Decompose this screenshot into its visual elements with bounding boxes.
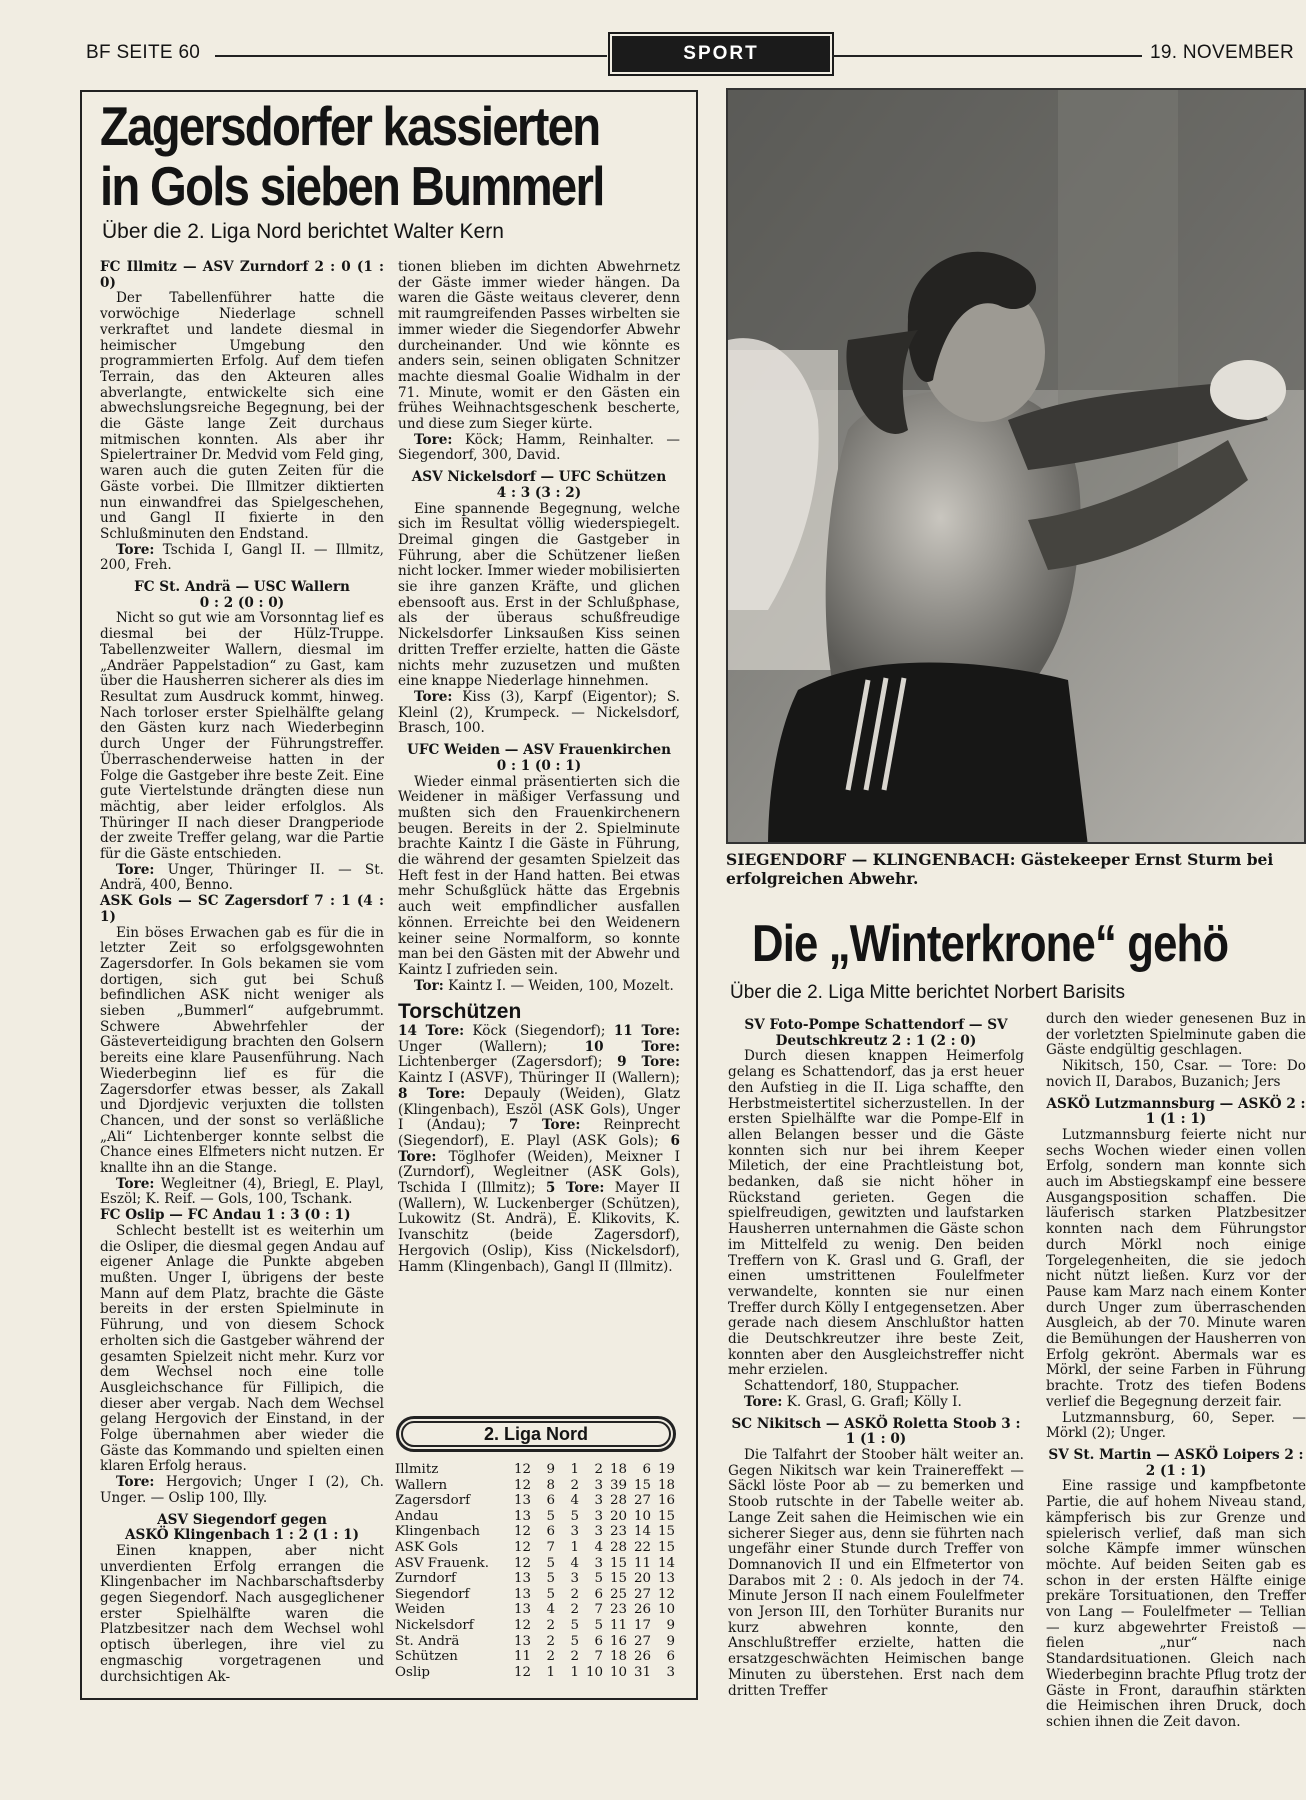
stat-cell: 6	[546, 1524, 555, 1540]
team-name: ASK Gols	[395, 1539, 459, 1555]
stat-cell: 23	[609, 1524, 627, 1540]
stat-cell: 4	[570, 1493, 579, 1509]
report-paragraph: Eine rassige und kampfbetonte Partie, die auf hohem Niveau stand, kämpferisch bis zur Grenze und spielerisch verlief, daß man sich solche Kämpfe immer wünschen möchte. Auf beiden Seiten gab es schon in der ersten Hälfte einige prekäre Torsituationen, den Treffer von Lang — Foulelfmeter — Tellian — kurz abgewehrter Freistoß — fielen „nur“ nach Standardsituationen. Gleich nach Wiederbeginn brachte Pflug trotz der Gäste in Front, daraufhin stärkten die Heimischen ihren Druck, doch schien ihnen die Zeit davon.	[1046, 1478, 1306, 1730]
table-row	[395, 1634, 675, 1650]
stat-cell: 27	[633, 1493, 651, 1509]
stat-cell: 2	[570, 1602, 579, 1618]
table-row	[395, 1556, 675, 1572]
header-rule-right	[832, 55, 1142, 57]
issue-date: 19. NOVEMBER	[1150, 42, 1295, 63]
stat-cell: 1	[570, 1539, 579, 1555]
match-heading: SC Nikitsch — ASKÖ Roletta Stoob 3 : 1 (1 : 0)	[731, 1415, 1021, 1448]
goalkeeper-photo	[728, 90, 1306, 844]
report-paragraph: Lutzmannsburg feierte nicht nur sechs Wochen wieder einen vollen Erfolg, sondern man konnte sich auch im Abstiegskampf eine bessere Ausgangsposition schaffen. Die läuferisch starken Platzbesitzer konnten nach dem Führungstor durch Mörkl noch einige Torgelegenheiten, die sie jedoch nicht nützt ließen. Kurz vor der Pause kam Marz nach einem Konter durch Unger zum überraschenden Ausgleich, ab der 70. Minute waren die Bemühungen der Hausherren von Erfolg gekrönt. Abermals war es Mörkl, der seine Farben in Führung brachte. Trotz des tiefen Bodens verlief die Begegnung derzeit fair.	[1046, 1126, 1306, 1410]
team-name: Zurndorf	[395, 1571, 456, 1587]
stat-cell: 9	[666, 1617, 675, 1633]
stat-cell: 5	[546, 1571, 555, 1587]
team-name: St. Andrä	[395, 1633, 460, 1649]
stat-cell: 2	[594, 1462, 603, 1477]
stat-cell: 18	[609, 1462, 627, 1477]
stat-cell: 15	[657, 1539, 675, 1555]
report-paragraph: Schlecht bestellt ist es weiterhin um die Osliper, die diesmal gegen Andau auf eigener Anlage die Punkte abgeben mußten. Unger I, übrigens der beste Mann auf dem Platz, brachte die Gäste bereits in der ersten Spielminute in Führung, und von diesem Schock erholten sich die Gastgeber während der gesamten Spielzeit nicht mehr. Kurz vor dem Wechsel noch eine tolle Ausgleichschance für Fillipich, die dieser aber vergab. Nach dem Wechsel gelang Hergovich der Einstand, in der Folge übernahmen aber wieder die Gäste das Kommando und spielten einen klaren Erfolg heraus.	[100, 1222, 384, 1475]
torschuetzen-text: 14 Tore: Köck (Siegendorf); 11 Tore: Unger (Wallern); 10 Tore: Lichtenberger (Zagersdorf); 9 Tore: Kaintz I (ASVF), Thüringer II (Wallern); 8 Tore: Depauly (Weiden), Glatz (Klingenbach), Eszöl (ASK Gols), Unger I (Andau); 7 Tore: Reinprecht (Siegendorf), E. Playl (ASK Gols); 6 Tore: Töglhofer (Weiden), Meixner I (Zurndorf), Wegleitner (ASK Gols), Tschida I (Illmitz); 5 Tore: Mayer II (Wallern), W. Luckenberger (Schützen), Lukowitz (St. Andrä), E. Klikovits, K. Ivanschitz (beide Zagersdorf), Hergovich (Oslip), Kiss (Nickelsdorf), Hamm (Klingenbach), Gangl II (Illmitz).	[398, 1023, 680, 1275]
stat-cell: 12	[657, 1586, 675, 1602]
stat-cell: 3	[570, 1524, 579, 1540]
stat-cell: 20	[609, 1508, 627, 1524]
goals-line: Tor: Kaintz I. — Weiden, 100, Mozelt.	[414, 977, 674, 994]
goals-line: Tore: Unger, Thüringer II. — St. Andrä, 400, Benno.	[100, 861, 384, 894]
match-heading: ASV Siegendorf gegen	[157, 1511, 327, 1528]
article2-byline: Über die 2. Liga Mitte berichtet Norbert Barisits	[730, 982, 1125, 1003]
stat-cell: 15	[657, 1524, 675, 1540]
stat-cell: 6	[642, 1462, 651, 1477]
team-name: Nickelsdorf	[395, 1617, 474, 1633]
stat-cell: 16	[609, 1633, 627, 1649]
stat-cell: 6	[546, 1493, 555, 1509]
stat-cell: 18	[609, 1649, 627, 1665]
goals-line: Tore: Wegleitner (4), Briegl, E. Playl, Eszöl; K. Reif. — Gols, 100, Tschank.	[100, 1175, 384, 1208]
stat-cell: 4	[546, 1602, 555, 1618]
stat-cell: 2	[546, 1633, 555, 1649]
standings-table	[395, 1462, 675, 1680]
stat-cell: 27	[633, 1586, 651, 1602]
stat-cell: 9	[666, 1633, 675, 1649]
report-paragraph: Der Tabellenführer hatte die vorwöchige Niederlage schnell verkraftet und landete diesmal in heimischer Umgebung den programmierten Erfolg. Auf dem tiefen Terrain, das den Akteuren alles abverlangte, entwickelte sich eine abwechslungsreiche Begegnung, bei der die Gäste lange Zeit durchaus mitmischen konnten. Als aber ihr Spielertrainer Dr. Medvid vom Feld ging, waren auch die guten Zeiten für die Gäste vorbei. Die Illmitzer diktierten nun einwandfrei das Spielgeschehen, und Gangl II fixierte in den Schlußminuten den Endstand.	[100, 290, 384, 542]
stat-cell: 15	[633, 1477, 651, 1493]
torschuetzen-title: Torschützen	[398, 1000, 522, 1024]
stat-cell: 31	[633, 1664, 651, 1680]
stat-cell: 18	[657, 1477, 675, 1493]
article-column-2	[398, 260, 680, 1275]
stat-cell: 12	[513, 1555, 531, 1571]
stat-cell: 23	[609, 1602, 627, 1618]
stat-cell: 7	[594, 1602, 603, 1618]
stat-cell: 2	[570, 1477, 579, 1493]
table-row	[395, 1618, 675, 1634]
article2-column-1	[728, 1012, 1024, 1792]
team-name: Zagersdorf	[395, 1493, 471, 1509]
stat-cell: 7	[594, 1649, 603, 1665]
article-headline	[100, 95, 604, 217]
stat-cell: 9	[546, 1462, 555, 1477]
stat-cell: 19	[657, 1462, 675, 1477]
stat-cell: 3	[594, 1555, 603, 1571]
stat-cell: 22	[633, 1539, 651, 1555]
stat-cell: 10	[657, 1602, 675, 1618]
report-paragraph: Durch diesen knappen Heimerfolg gelang es Schattendorf, das ja erst heuer den Aufstieg in die II. Liga schaffte, den Herbstmeistertitel sicherzustellen. In der ersten Spielhälfte war die Pompe-Elf in allen Belangen besser und die Gäste konnten sich nur bei ihrem Keeper Miletich, der eine Prachtleistung bot, bedanken, daß sie nicht höher in Rückstand gerieten. Gegen die spielfreudigen, gewitzten und laufstarken Hausherren unternahmen die Gäste schon im Mittelfeld zu wenig. Den beiden Treffern von K. Grasl und G. Grafl, der einen umstrittenen Foulelfmeter verwandelte, konnten sie nur einen Treffer durch Kölly I entgegensetzen. Aber gerade nach diesem Anschlußtor hatten die Deutschkreutzer ihre beste Zeit, konnten aber den Ausgleichstreffer nicht mehr erzielen.	[728, 1048, 1024, 1379]
stat-cell: 3	[594, 1508, 603, 1524]
article-column-2-reports	[398, 260, 680, 994]
stat-cell: 10	[585, 1664, 603, 1680]
headline-line-2: in Gols sieben Bummerl	[100, 155, 604, 217]
match-heading: ASK Gols — SC Zagersdorf 7 : 1 (4 : 1)	[100, 893, 384, 925]
match-heading: FC Illmitz — ASV Zurndorf 2 : 0 (1 : 0)	[100, 259, 384, 291]
stat-cell: 2	[546, 1617, 555, 1633]
stat-cell: 5	[570, 1508, 579, 1524]
table-row	[395, 1524, 675, 1540]
match-heading: ASV Nickelsdorf — UFC Schützen	[411, 469, 667, 486]
table-row	[395, 1587, 675, 1603]
match-heading: FC Oslip — FC Andau 1 : 3 (0 : 1)	[100, 1207, 351, 1224]
report-paragraph: Lutzmannsburg, 60, Seper. — Mörkl (2); Unger.	[1046, 1409, 1306, 1442]
stat-cell: 5	[594, 1571, 603, 1587]
match-result: 0 : 1 (0 : 1)	[496, 757, 582, 774]
team-name: Illmitz	[395, 1462, 439, 1477]
stat-cell: 39	[609, 1477, 627, 1493]
article2-column-2	[1046, 1012, 1306, 1792]
headline-line-1: Zagersdorfer kassierten	[100, 95, 600, 157]
stat-cell: 12	[513, 1664, 531, 1680]
article-byline: Über die 2. Liga Nord berichtet Walter Kern	[102, 220, 504, 243]
stat-cell: 3	[570, 1571, 579, 1587]
stat-cell: 5	[546, 1586, 555, 1602]
report-paragraph: Eine spannende Begegnung, welche sich im Resultat völlig wiederspiegelt. Dreimal gingen die Gastgeber in Führung, aber die Schützener ließen nicht locker. Immer wieder mobilisierten sie ihre ganzen Kräfte, und glichen ebensooft aus. Erst in der Schlußphase, als der überaus schußfreudige Nickelsdorfer Linksaußen Kiss seinen dritten Treffer erzielte, hatten die Gäste nichts mehr zuzusetzen und mußten eine knappe Niederlage hinnehmen.	[398, 500, 680, 690]
stat-cell: 27	[633, 1633, 651, 1649]
stat-cell: 15	[609, 1555, 627, 1571]
stat-cell: 5	[546, 1508, 555, 1524]
stat-cell: 13	[657, 1571, 675, 1587]
stat-cell: 16	[657, 1493, 675, 1509]
report-paragraph: Nicht so gut wie am Vorsonntag lief es diesmal bei der Hülz-Truppe. Tabellenzweiter Wallern, diesmal im „Andräer Pappelstadion“ zu Gast, kam über die Hausherren sicherer als dies im Resultat zum Ausdruck kommt, hinweg. Nach torloser erster Spielhälfte gelang den Gästen kurz nach Wiederbeginn durch Unger der Führungstreffer. Überraschenderweise hatten in der Folge die Gastgeber ihre beste Zeit. Eine gute Viertelstunde drängten diese nun mächtig, aber leider erfolglos. Als Thüringer II nach dieser Drangperiode der zweite Treffer gelang, war die Partie für die Gäste entschieden.	[100, 610, 384, 863]
stat-cell: 13	[513, 1571, 531, 1587]
table-row	[395, 1602, 675, 1618]
stat-cell: 5	[570, 1633, 579, 1649]
stat-cell: 2	[570, 1586, 579, 1602]
report-paragraph: Die Talfahrt der Stoober hält weiter an. Gegen Nikitsch war kein Trainereffekt — Säckl löste Poor ab — zu bemerken und Stoob rutschte in der Tabelle weiter ab. Lange Zeit sahen die Heimischen wie ein sicherer Sieger aus, denn sie führten nach ungefähr einer Stunde durch Treffer von Domnanovich II und ein Elfmetertor von Darabos mit 2 : 0. Als jedoch in der 74. Minute Jerson II nach einem Foulelfmeter von Jerson III, den Torhüter Buranits nur kurz abwehren konnte, den Anschlußtreffer erzielte, hatten die ersatzgeschwächten Heimischen bange Minuten zu überstehen. Erst nach dem dritten Treffer	[728, 1446, 1024, 1699]
table-row	[395, 1649, 675, 1665]
stat-cell: 10	[633, 1508, 651, 1524]
match-result: 0 : 2 (0 : 0)	[199, 594, 285, 611]
table-row	[395, 1478, 675, 1494]
stat-cell: 10	[609, 1664, 627, 1680]
report-paragraph: Wieder einmal präsentierten sich die Weidener in mäßiger Verfassung und mußten sich den Frauenkirchenern beugen. Bereits in der 2. Spielminute brachte Kaintz I die Gäste in Führung, die während der gesamten Spielzeit das Heft fest in der Hand hatten. Bei etwas mehr Schußglück hätte das Ergebnis auch weit empfindlicher ausfallen können. Erreichte bei den Weidenern keiner seine Normalform, so konnte man bei den Gästen mit der Abwehr und Kaintz I zufrieden sein.	[398, 773, 680, 978]
report-paragraph: tionen blieben im dichten Abwehrnetz der Gäste immer wieder hängen. Da waren die Gäste weitaus cleverer, denn mit raumgreifenden Passes wirbelten sie immer wieder die Siegendorfer Abwehr durcheinander. Und wie könnte es anders sein, seinen obligaten Schnitzer machte diesmal Goalie Widhalm in der 71. Minute, womit er den Gästen ein frühes Weihnachtsgeschenk bescherte, und diese zum Sieger kürte.	[398, 259, 680, 433]
stat-cell: 12	[513, 1524, 531, 1540]
stat-cell: 26	[633, 1602, 651, 1618]
stat-cell: 17	[633, 1617, 651, 1633]
table-row	[395, 1540, 675, 1556]
stat-cell: 13	[513, 1508, 531, 1524]
match-heading: FC St. Andrä — USC Wallern	[134, 579, 350, 596]
stat-cell: 11	[633, 1555, 651, 1571]
stat-cell: 12	[513, 1462, 531, 1477]
report-paragraph: Einen knappen, aber nicht unverdienten Erfolg errangen die Klingenbacher im Nachbarschaftsderby gegen Siegendorf. Nach ausgeglichener erster Spielhälfte waren die Platzbesitzer nach dem Wechsel wohl optisch überlegen, ihre viel zu engmaschig vorgetragenen und durchsichtigen Ak-	[100, 1542, 384, 1685]
stat-cell: 2	[570, 1649, 579, 1665]
match-result: 4 : 3 (3 : 2)	[496, 484, 582, 501]
stat-cell: 3	[666, 1664, 675, 1680]
team-name: Wallern	[395, 1477, 448, 1493]
stat-cell: 26	[633, 1649, 651, 1665]
goals-line: Tore: Kiss (3), Karpf (Eigentor); S. Kleinl (2), Krumpeck. — Nickelsdorf, Brasch, 100.	[398, 688, 680, 737]
stat-cell: 4	[594, 1539, 603, 1555]
stat-cell: 5	[594, 1617, 603, 1633]
team-name: Siegendorf	[395, 1586, 470, 1602]
stat-cell: 20	[633, 1571, 651, 1587]
stat-cell: 3	[594, 1524, 603, 1540]
match-heading: SV St. Martin — ASKÖ Loipers 2 : 2 (1 : 1)	[1048, 1446, 1304, 1479]
stat-cell: 13	[513, 1493, 531, 1509]
team-name: Weiden	[395, 1602, 445, 1618]
stat-cell: 1	[570, 1462, 579, 1477]
team-name: Andau	[395, 1508, 439, 1524]
article-column-1	[100, 260, 384, 1690]
stat-cell: 14	[657, 1555, 675, 1571]
team-name: Oslip	[395, 1664, 430, 1680]
report-paragraph: Nikitsch, 150, Csar. — Tore: Do novich II, Darabos, Buzanich; Jers	[1046, 1058, 1306, 1090]
goals-line: Tore: Hergovich; Unger I (2), Ch. Unger. — Oslip 100, Illy.	[100, 1474, 384, 1506]
stat-cell: 14	[633, 1524, 651, 1540]
report-paragraph: Schattendorf, 180, Stuppacher.	[744, 1378, 960, 1395]
goals-line: Tore: Tschida I, Gangl II. — Illmitz, 200, Freh.	[100, 541, 384, 574]
stat-cell: 7	[546, 1539, 555, 1555]
match-heading: ASKÖ Lutzmannsburg — ASKÖ 2 : 1 (1 : 1)	[1046, 1095, 1306, 1128]
stat-cell: 11	[513, 1649, 531, 1665]
stat-cell: 3	[594, 1493, 603, 1509]
stat-cell: 28	[609, 1539, 627, 1555]
page-number: BF SEITE 60	[86, 42, 201, 63]
table-row	[395, 1509, 675, 1525]
table-row	[395, 1493, 675, 1509]
section-label: SPORT	[612, 36, 830, 72]
stat-cell: 15	[609, 1571, 627, 1587]
match-heading: UFC Weiden — ASV Frauenkirchen	[406, 742, 671, 759]
stat-cell: 25	[609, 1586, 627, 1602]
stat-cell: 5	[570, 1617, 579, 1633]
stat-cell: 6	[666, 1649, 675, 1665]
torschuetzen-box	[398, 1000, 680, 1275]
stat-cell: 13	[513, 1586, 531, 1602]
stat-cell: 6	[594, 1633, 603, 1649]
team-name: Klingenbach	[395, 1524, 480, 1540]
stat-cell: 4	[570, 1555, 579, 1571]
report-paragraph: Ein böses Erwachen gab es für die in letzter Zeit so erfolgsgewohnten Zagersdorfer. In Gols bekamen sie vom dortigen, sich gut bei Schuß befindlichen ASK nicht weniger als sieben „Bummerl“ aufgebrummt. Schwere Abwehrfehler der Gästeverteidigung brachten den Golsern bereits eine klare Pausenführung. Nach Wiederbeginn lief es für die Zagersdorfer etwas besser, als Zakall und Djordjevic verjuxten die tollsten Chancen, und der sonst so verläßliche „Ali“ Lichtenberger konnte selbst die Chance eines Elfmeters nicht nutzen. Er knallte ihn an die Stange.	[100, 924, 384, 1177]
match-heading: SV Foto-Pompe Schattendorf — SV Deutschkreutz 2 : 1 (2 : 0)	[744, 1017, 1008, 1049]
stat-cell: 12	[513, 1539, 531, 1555]
stat-cell: 2	[546, 1649, 555, 1665]
goals-line: Tore: K. Grasl, G. Grafl; Kölly I.	[744, 1393, 962, 1410]
header-rule-left	[215, 55, 607, 57]
stat-cell: 1	[546, 1664, 555, 1680]
stat-cell: 13	[513, 1633, 531, 1649]
stat-cell: 5	[546, 1555, 555, 1571]
table-row	[395, 1462, 675, 1478]
stat-cell: 11	[609, 1617, 627, 1633]
table-row	[395, 1571, 675, 1587]
team-name: ASV Frauenk.	[395, 1555, 489, 1571]
report-paragraph: durch den wieder genesenen Buz in der vorletzten Spielminute gaben die Gäste endgültig geschlagen.	[1046, 1012, 1306, 1059]
team-name: Schützen	[395, 1649, 458, 1665]
table-title-badge: 2. Liga Nord	[396, 1416, 676, 1452]
stat-cell: 28	[609, 1493, 627, 1509]
stat-cell: 12	[513, 1477, 531, 1493]
stat-cell: 1	[570, 1664, 579, 1680]
stat-cell: 6	[594, 1586, 603, 1602]
stat-cell: 8	[546, 1477, 555, 1493]
stat-cell: 3	[594, 1477, 603, 1493]
match-photo	[726, 88, 1306, 844]
article2-headline: Die „Winterkrone“ gehö	[752, 915, 1229, 973]
goals-line: Tore: Köck; Hamm, Reinhalter. — Siegendorf, 300, David.	[398, 431, 680, 464]
stat-cell: 13	[513, 1602, 531, 1618]
table-row	[395, 1665, 675, 1681]
match-result: ASKÖ Klingenbach 1 : 2 (1 : 1)	[124, 1527, 360, 1544]
stat-cell: 12	[513, 1617, 531, 1633]
photo-caption: SIEGENDORF — KLINGENBACH: Gästekeeper Ernst Sturm bei erfolgreichen Abwehr.	[726, 850, 1274, 888]
stat-cell: 15	[657, 1508, 675, 1524]
